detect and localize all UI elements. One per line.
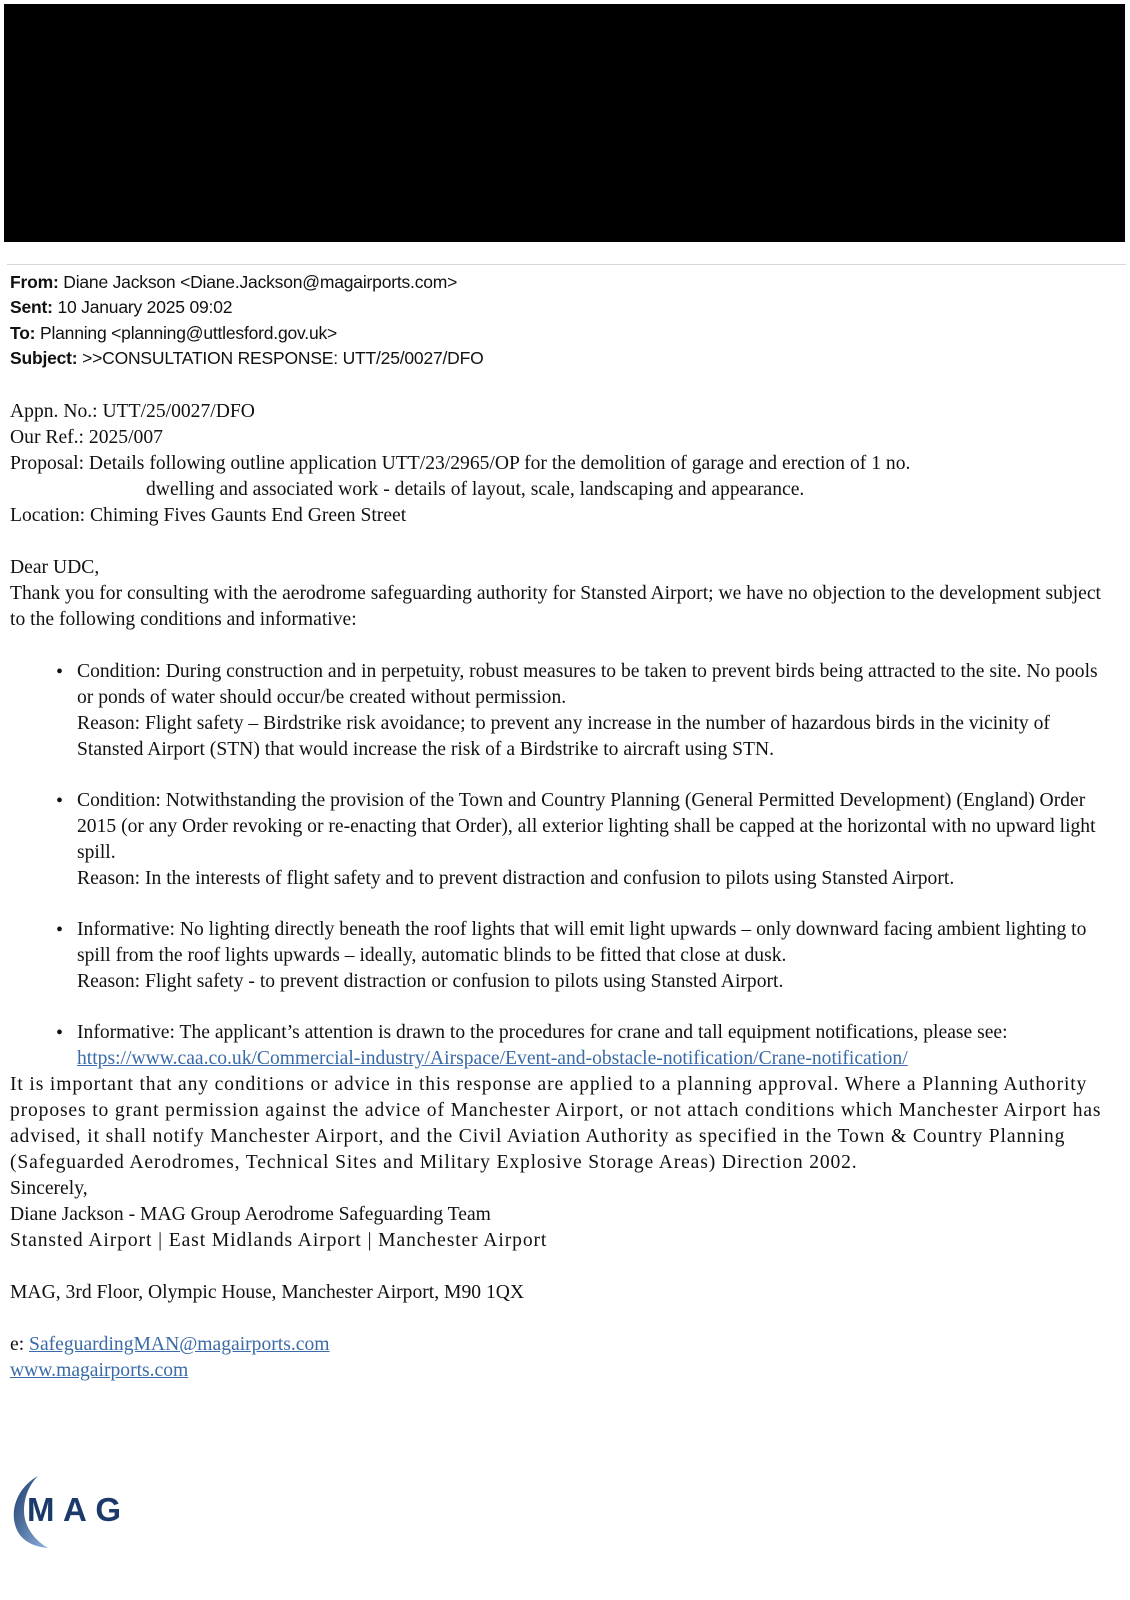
crane-notification-link[interactable]: https://www.caa.co.uk/Commercial-industry/Airspace/Event-and-obstacle-notification/Crane-notification/ [77, 1048, 908, 1069]
list-item: • Informative: No lighting directly beneath the roof lights that will emit light upwards – only downward facing ambient lighting to spill from the roof lights upwards – ideally, automatic blinds to be fitted that close at dusk. Reason: Flight safety - to prevent distraction or confusion to pilots using Stansted Airport. [10, 917, 1115, 995]
closing-paragraph: It is important that any conditions or advice in this response are applied to a planning approval. Where a Planning Authority proposes to grant permission against the advice of Manchester Airport, or not attach conditions which Manchester Airport has advised, it shall notify Manchester Airport, and the Civil Aviation Authority as specified in the Town & Country Planning (Safeguarded Aerodromes, Technical Sites and Military Explosive Storage Areas) Direction 2002. [10, 1074, 1102, 1173]
divider [7, 264, 1126, 265]
logo-text: MAG [27, 1491, 121, 1528]
signoff: Sincerely, [10, 1178, 88, 1199]
to-value: Planning <planning@uttlesford.gov.uk> [39, 322, 338, 343]
email-header [10, 270, 1110, 372]
to-row: To: Planning <planning@uttlesford.gov.uk> [10, 322, 338, 343]
subject-value: >>CONSULTATION RESPONSE: UTT/25/0027/DFO [82, 348, 484, 369]
list-item: • Condition: Notwithstanding the provision of the Town and Country Planning (General Permitted Development) (England) Order 2015 (or any Order revoking or re-enacting that Order), all exterior lighting shall be capped at the horizontal with no upward light spill. Reason: In the interests of flight safety and to prevent distraction and confusion to pilots using Stansted Airport. [10, 788, 1115, 892]
subject-row: Subject: >>CONSULTATION RESPONSE: UTT/25/0027/DFO [10, 348, 484, 369]
mag-logo [10, 1474, 130, 1550]
list-item: • Condition: During construction and in perpetuity, robust measures to be taken to prevent birds being attracted to the site. No pools or ponds of water should occur/be created without permission. Reason: Flight safety – Birdstrike risk avoidance; to prevent any increase in the number of hazardous birds in the vicinity of Stansted Airport (STN) that would increase the risk of a Birdstrike to aircraft using STN. [10, 659, 1115, 763]
intro-paragraph: Thank you for consulting with the aerodrome safeguarding authority for Stansted Airport; we have no objection to the development subject to the following conditions and informative: [10, 583, 1101, 630]
email-line: e: SafeguardingMAN@magairports.com [10, 1334, 330, 1355]
sent-value: 10 January 2025 09:02 [57, 297, 233, 318]
redacted-block [4, 4, 1125, 242]
greeting: Dear UDC, [10, 557, 100, 578]
proposal: Proposal: Details following outline application UTT/23/2965/OP for the demolition of garage and erection of 1 no. [10, 453, 911, 474]
email-link[interactable]: SafeguardingMAN@magairports.com [29, 1334, 330, 1355]
sent-row: Sent: 10 January 2025 09:02 [10, 297, 233, 318]
proposal-continued: dwelling and associated work - details of layout, scale, landscaping and appearance. [146, 479, 805, 500]
from-row: From: Diane Jackson <Diane.Jackson@magairports.com> [10, 272, 458, 292]
closing-section [10, 1072, 1115, 1384]
list-item: • Informative: The applicant’s attention is drawn to the procedures for crane and tall equipment notifications, please see: https://www.caa.co.uk/Commercial-industry/Airspace/Event-and-obstacle-notification/Crane-notification/ [10, 1020, 1115, 1072]
signature: Diane Jackson - MAG Group Aerodrome Safeguarding Team [10, 1204, 491, 1225]
from-value: Diane Jackson <Diane.Jackson@magairports.com> [63, 272, 458, 292]
email-body [10, 399, 1115, 1384]
website-line [10, 1358, 1115, 1384]
our-ref: Our Ref.: 2025/007 [10, 427, 163, 448]
website-link[interactable]: www.magairports.com [10, 1360, 189, 1381]
airports-list: Stansted Airport | East Midlands Airport | Manchester Airport [10, 1230, 548, 1251]
address: MAG, 3rd Floor, Olympic House, Manchester Airport, M90 1QX [10, 1282, 525, 1303]
appn-no: Appn. No.: UTT/25/0027/DFO [10, 401, 255, 422]
location: Location: Chiming Fives Gaunts End Green Street [10, 505, 407, 526]
conditions-list [10, 659, 1115, 1072]
